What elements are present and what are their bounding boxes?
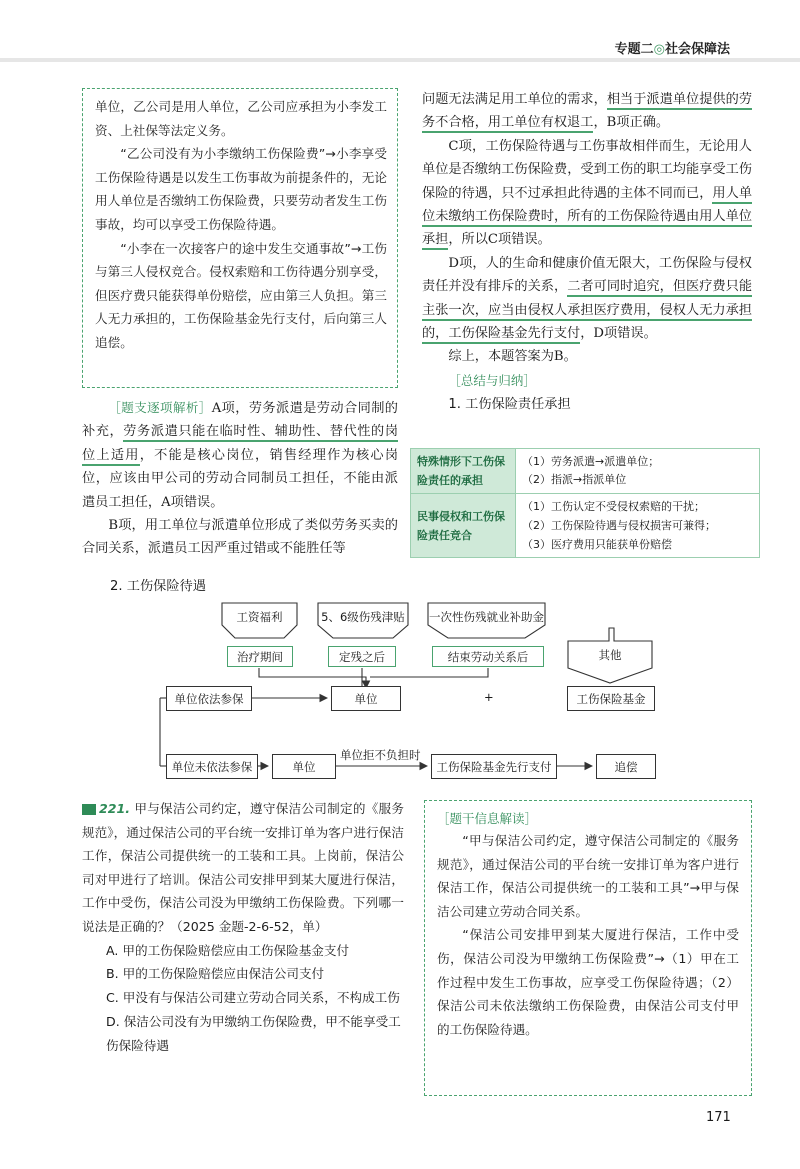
diagram-recovery: 追偿 <box>596 754 656 779</box>
diagram-unit-2: 单位 <box>272 754 336 779</box>
right-analysis <box>422 88 752 417</box>
header-divider <box>0 58 800 62</box>
diagram-fund-advance: 工伤保险基金先行支付 <box>431 754 557 779</box>
diagram-not-insured: 单位未依法参保 <box>166 754 258 779</box>
table-row <box>411 494 760 558</box>
info-p2: “保洁公司安排甲到某大厦进行保洁，工作中受伤，保洁公司没为甲缴纳工伤保险费”→（1）甲在工作过程中发生工伤事故，应享受工伤保险待遇；（2）保洁公司未依法缴纳工伤保险费，由保洁公司支付甲的工伤保险待遇。 <box>437 927 739 1037</box>
handnote-p2: “乙公司没有为小李缴纳工伤保险费”→小李享受工伤保险待遇是以发生工伤事故为前提条件的，无论用人单位是否缴纳工伤保险费，只要劳动者发生工伤事故，均可以享受工伤保险待遇。 <box>95 146 387 232</box>
handnote-p3: “小李在一次接客户的途中发生交通事故”→工伤与第三人侵权竞合。侵权索赔和工伤待遇分别享受，但医疗费只能获得单份赔偿，应由第三人负担。第三人无力承担的，工伤保险基金先行支付，后向第三人追偿。 <box>95 240 387 350</box>
option-c-analysis <box>422 135 752 252</box>
b-cont-end: ，B项正确。 <box>593 115 670 131</box>
diagram-insured: 单位依法参保 <box>166 686 252 711</box>
section-title <box>615 38 730 57</box>
diagram-top-subsidy: 一次性伤残就业补助金 <box>429 610 544 624</box>
question-block <box>82 797 404 1058</box>
table-item: （3）医疗费用只能获单份赔偿 <box>522 538 672 551</box>
diagram-arrow-label: 单位拒不负担时 <box>340 748 421 762</box>
b-underlined: 相当于派遣单位提供的劳务不合格，用工单位有权退工 <box>422 92 752 133</box>
option-b-analysis: B项，用工单位与派遣单位形成了类似劳务买卖的合同关系，派遣员工因严重过错或不能胜任等 <box>82 518 398 557</box>
page-header <box>0 0 800 68</box>
summary-tag: ［总结与归纳］ <box>448 372 536 388</box>
diagram-title: 2. 工伤保险待遇 <box>110 579 206 594</box>
diagram-unit-1: 单位 <box>331 686 401 711</box>
analysis-tag: ［题支逐项解析］ <box>108 400 212 415</box>
a-text: A项，劳务派遣是劳动合同制的补充， <box>82 401 398 440</box>
question-number: 221. <box>99 801 131 816</box>
table-head-2: 民事侵权和工伤保险责任竞合 <box>411 494 516 558</box>
page-number: 171 <box>706 1110 731 1125</box>
title-main: 社会保障法 <box>664 42 730 57</box>
option-a-analysis <box>82 396 398 514</box>
table-item: （2）指派→指派单位 <box>522 473 627 486</box>
handnote-box <box>82 88 398 388</box>
summary-table <box>410 448 760 558</box>
c-text: C项，工伤保险待遇与工伤事故相伴而生，无论用人单位是否缴纳工伤保险费，受到工伤的职工均能享受工伤保险的待遇，只不过承担此待遇的主体不同而已， <box>422 138 752 201</box>
diagram-top-wages: 工资福利 <box>236 610 283 624</box>
title-prefix: 专题二 <box>614 42 654 57</box>
left-analysis <box>82 396 398 561</box>
d-text-end: ，D项错误。 <box>580 326 657 342</box>
option-b-continued <box>422 88 752 135</box>
table-row <box>411 449 760 494</box>
info-p1: “甲与保洁公司约定，遵守保洁公司制定的《服务规范》，通过保洁公司的平台统一安排订单为客户进行保洁工作，保洁公司提供统一的工装和工具”→甲与保洁公司建立劳动合同关系。 <box>437 833 739 919</box>
question-source: （2025 金题-2-6-52，单） <box>170 918 328 934</box>
diagram-top-other: 其他 <box>598 648 622 662</box>
question-icon <box>82 804 96 815</box>
table-item: （1）工伤认定不受侵权索赔的干扰； <box>522 500 705 513</box>
option-b[interactable]: B. 甲的工伤保险赔偿应由保洁公司支付 <box>106 966 325 982</box>
option-a[interactable]: A. 甲的工伤保险赔偿应由工伤保险基金支付 <box>106 942 350 958</box>
a-text-end: ，不能是核心岗位，销售经理作为核心岗位，应该由甲公司的劳动合同制员工担任，不能由派遣员工担任，A项错误。 <box>82 447 399 510</box>
title-icon: ◎ <box>653 42 665 57</box>
d-underlined: 二者可同时追究，但医疗费只能主张一次，应当由侵权人承担医疗费用，侵权人无力承担的，工伤保险基金先行支付 <box>422 279 752 344</box>
question-stem <box>82 797 404 939</box>
diagram-top-allowance: 5、6级伤残津贴 <box>321 610 405 624</box>
table-item: （1）劳务派遣→派遣单位； <box>522 455 660 468</box>
option-d-analysis <box>422 252 752 346</box>
info-tag: ［题干信息解读］ <box>437 811 538 826</box>
diagram-label-treatment: 治疗期间 <box>227 646 293 667</box>
table-cell-1 <box>516 449 760 494</box>
b-cont-text: 问题无法满足用工单位的需求， <box>422 92 607 107</box>
conclusion: 综上，本题答案为B。 <box>448 349 577 365</box>
diagram-fund: 工伤保险基金 <box>567 686 655 711</box>
table-head-1: 特殊情形下工伤保险责任的承担 <box>411 449 516 494</box>
diagram-plus: + <box>484 690 494 704</box>
table-cell-2 <box>516 494 760 558</box>
diagram-label-after-labor: 结束劳动关系后 <box>432 646 544 667</box>
option-d[interactable]: D. 保洁公司没有为甲缴纳工伤保险费，甲不能享受工伤保险待遇 <box>106 1013 401 1053</box>
a-underlined: 劳务派遣只能在临时性、辅助性、替代性的岗位上适用 <box>82 424 398 465</box>
c-underlined: 用人单位未缴纳工伤保险费时，所有的工伤保险待遇由用人单位承担 <box>422 186 752 251</box>
diagram-label-after-rating: 定残之后 <box>328 646 396 667</box>
summary-title: 1. 工伤保险责任承担 <box>448 397 571 413</box>
d-text: D项，人的生命和健康价值无限大，工伤保险与侵权责任并没有排斥的关系， <box>422 255 752 295</box>
info-box <box>424 800 752 1096</box>
table-item: （2）工伤保险待遇与侵权损害可兼得； <box>522 519 716 532</box>
c-text-end: ，所以C项错误。 <box>448 232 551 248</box>
option-c[interactable]: C. 甲没有与保洁公司建立劳动合同关系，不构成工伤 <box>106 990 400 1006</box>
question-text: 甲与保洁公司约定，遵守保洁公司制定的《服务规范》，通过保洁公司的平台统一安排订单为客户进行保洁工作，保洁公司提供统一的工装和工具。上岗前，保洁公司对甲进行了培训。保洁公司安排甲到某大厦进行保洁，工作中受伤，保洁公司没为甲缴纳工伤保险费。下列哪一说法是正确的？ <box>82 801 404 934</box>
handnote-p1: 单位，乙公司是用人单位，乙公司应承担为小李发工资、上社保等法定义务。 <box>95 99 387 138</box>
